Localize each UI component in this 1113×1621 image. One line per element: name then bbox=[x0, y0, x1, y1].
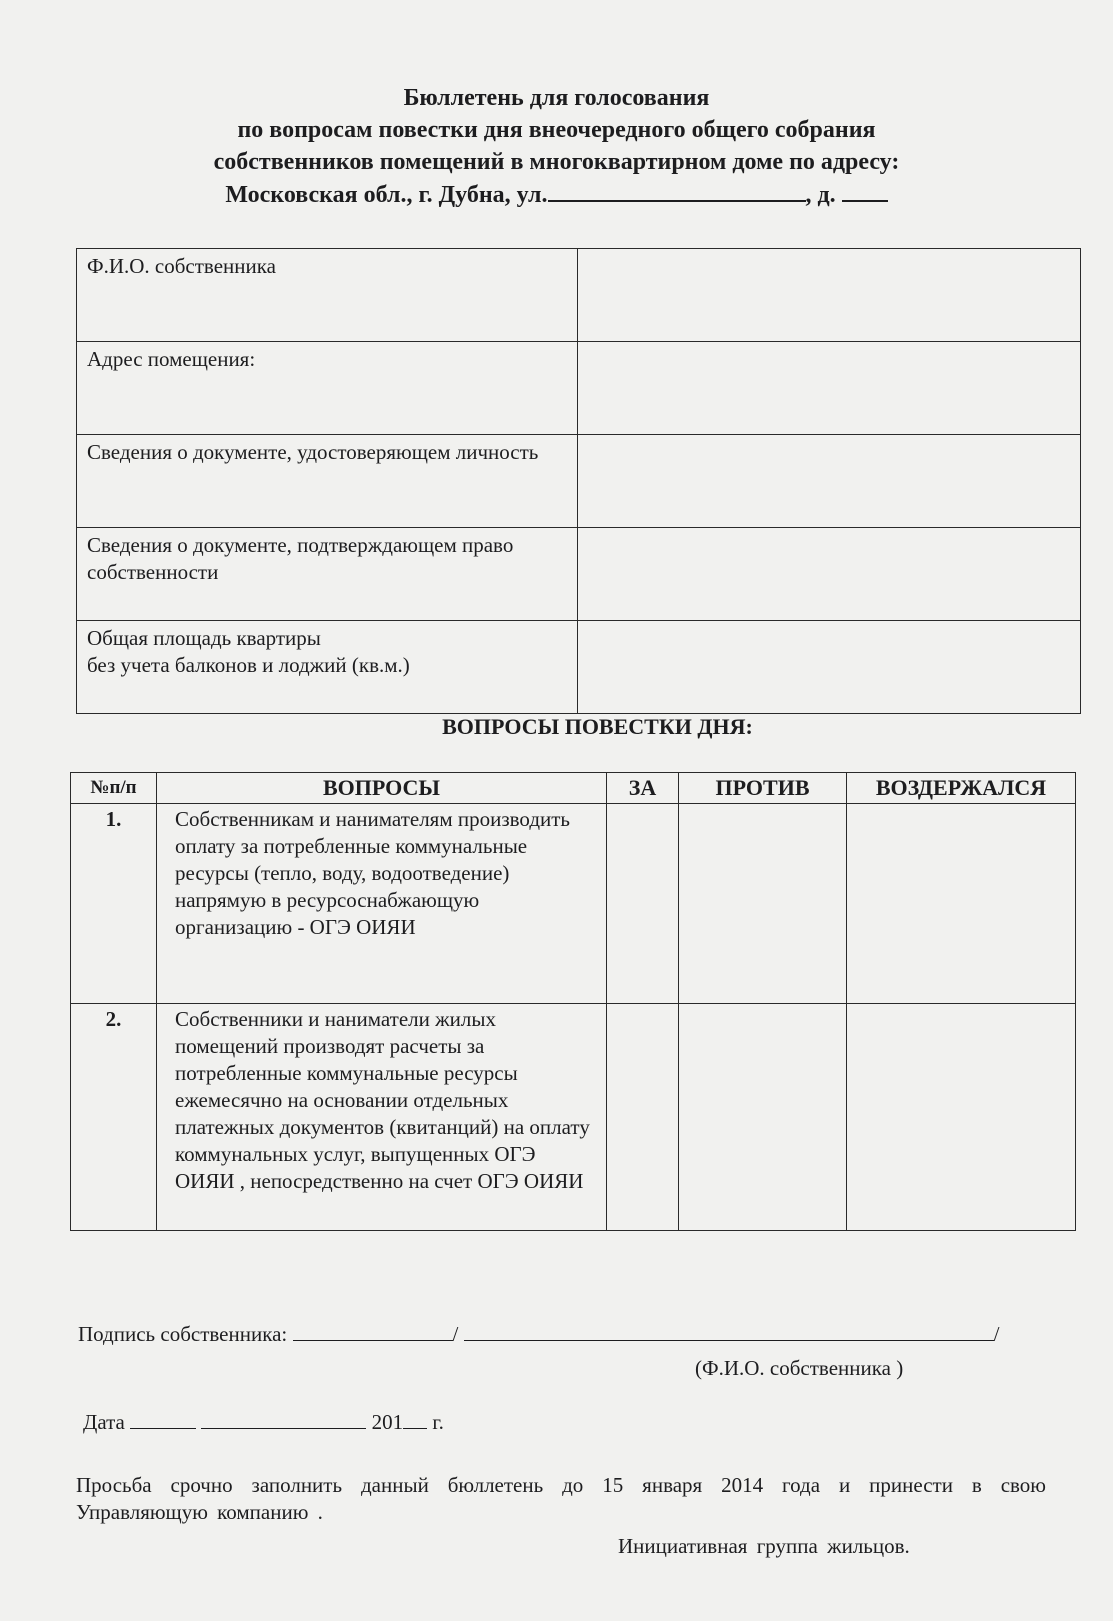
year-prefix: 201 bbox=[371, 1410, 404, 1434]
question-text: Собственникам и нанимателям производить оплату за потребленные коммунальные ресурсы (тепло, воду, водоотведение) напрямую в ресурсоснабжающую организацию - ОГЭ ОИЯИ bbox=[157, 804, 607, 1004]
question-text: Собственники и наниматели жилых помещений производят расчеты за потребленные коммунальные ресурсы ежемесячно на основании отдельных платежных документов (квитанций) на оплату коммунальных услуг, выпущенных ОГЭ ОИЯИ , непосредственно на счет ОГЭ ОИЯИ bbox=[157, 1004, 607, 1231]
column-header-number: №п/п bbox=[71, 773, 157, 804]
owner-value-cell[interactable] bbox=[578, 528, 1081, 621]
owner-row-address bbox=[77, 342, 1081, 435]
vote-abstain-cell[interactable] bbox=[847, 1004, 1076, 1231]
owner-label: Ф.И.О. собственника bbox=[77, 249, 578, 342]
agenda-table bbox=[70, 772, 1076, 1231]
initiative-group: Инициативная группа жильцов. bbox=[618, 1534, 910, 1558]
signature-line bbox=[78, 1320, 999, 1347]
agenda-heading: ВОПРОСЫ ПОВЕСТКИ ДНЯ: bbox=[442, 714, 753, 739]
owner-name-caption: (Ф.И.О. собственника ) bbox=[695, 1356, 904, 1380]
owner-label: Сведения о документе, подтверждающем право собственности bbox=[77, 528, 578, 621]
month-blank[interactable] bbox=[201, 1408, 366, 1429]
date-label: Дата bbox=[83, 1410, 125, 1434]
signature-slash: / bbox=[452, 1322, 459, 1346]
title-line-4 bbox=[0, 178, 1113, 211]
owner-row-ownership-document bbox=[77, 528, 1081, 621]
owner-value-cell[interactable] bbox=[578, 342, 1081, 435]
owner-row-area bbox=[77, 621, 1081, 714]
vote-for-cell[interactable] bbox=[607, 804, 679, 1004]
owner-label: Сведения о документе, удостоверяющем личность bbox=[77, 435, 578, 528]
signature-slash: / bbox=[993, 1322, 1000, 1346]
owner-info-table bbox=[76, 248, 1081, 714]
owner-value-cell[interactable] bbox=[578, 435, 1081, 528]
owner-name-blank[interactable] bbox=[464, 1320, 994, 1341]
title-line-2: по вопросам повестки дня внеочередного общего собрания bbox=[237, 117, 876, 143]
address-prefix: Московская обл., г. Дубна, ул. bbox=[225, 182, 548, 208]
request-text: Просьба срочно заполнить данный бюллетень до 15 января 2014 года и принести в свою Управляющую компанию . bbox=[76, 1473, 1046, 1524]
signature-blank[interactable] bbox=[293, 1320, 453, 1341]
street-blank[interactable] bbox=[548, 178, 806, 202]
year-blank[interactable] bbox=[403, 1408, 427, 1429]
owner-label: Адрес помещения: bbox=[77, 342, 578, 435]
owner-value-cell[interactable] bbox=[578, 249, 1081, 342]
question-number: 1. bbox=[71, 804, 157, 1004]
agenda-row bbox=[71, 1004, 1076, 1231]
agenda-row bbox=[71, 804, 1076, 1004]
vote-against-cell[interactable] bbox=[679, 1004, 847, 1231]
day-blank[interactable] bbox=[130, 1408, 196, 1429]
question-number: 2. bbox=[71, 1004, 157, 1231]
column-header-against: ПРОТИВ bbox=[679, 773, 847, 804]
address-house-label: , д. bbox=[805, 182, 836, 208]
column-header-abstain: ВОЗДЕРЖАЛСЯ bbox=[847, 773, 1076, 804]
agenda-header-row bbox=[71, 773, 1076, 804]
year-suffix: г. bbox=[427, 1410, 444, 1434]
owner-row-name bbox=[77, 249, 1081, 342]
title-line-1: Бюллетень для голосования bbox=[403, 85, 710, 111]
owner-label: Общая площадь квартиры без учета балконов и лоджий (кв.м.) bbox=[77, 621, 578, 714]
owner-row-id-document bbox=[77, 435, 1081, 528]
ballot-title bbox=[0, 82, 1113, 211]
vote-for-cell[interactable] bbox=[607, 1004, 679, 1231]
vote-against-cell[interactable] bbox=[679, 804, 847, 1004]
title-line-3: собственников помещений в многоквартирном доме по адресу: bbox=[213, 149, 900, 175]
date-line bbox=[83, 1408, 444, 1435]
owner-value-cell[interactable] bbox=[578, 621, 1081, 714]
vote-abstain-cell[interactable] bbox=[847, 804, 1076, 1004]
signature-label: Подпись собственника: bbox=[78, 1322, 288, 1346]
column-header-questions: ВОПРОСЫ bbox=[157, 773, 607, 804]
house-number-blank[interactable] bbox=[842, 178, 888, 202]
column-header-for: ЗА bbox=[607, 773, 679, 804]
